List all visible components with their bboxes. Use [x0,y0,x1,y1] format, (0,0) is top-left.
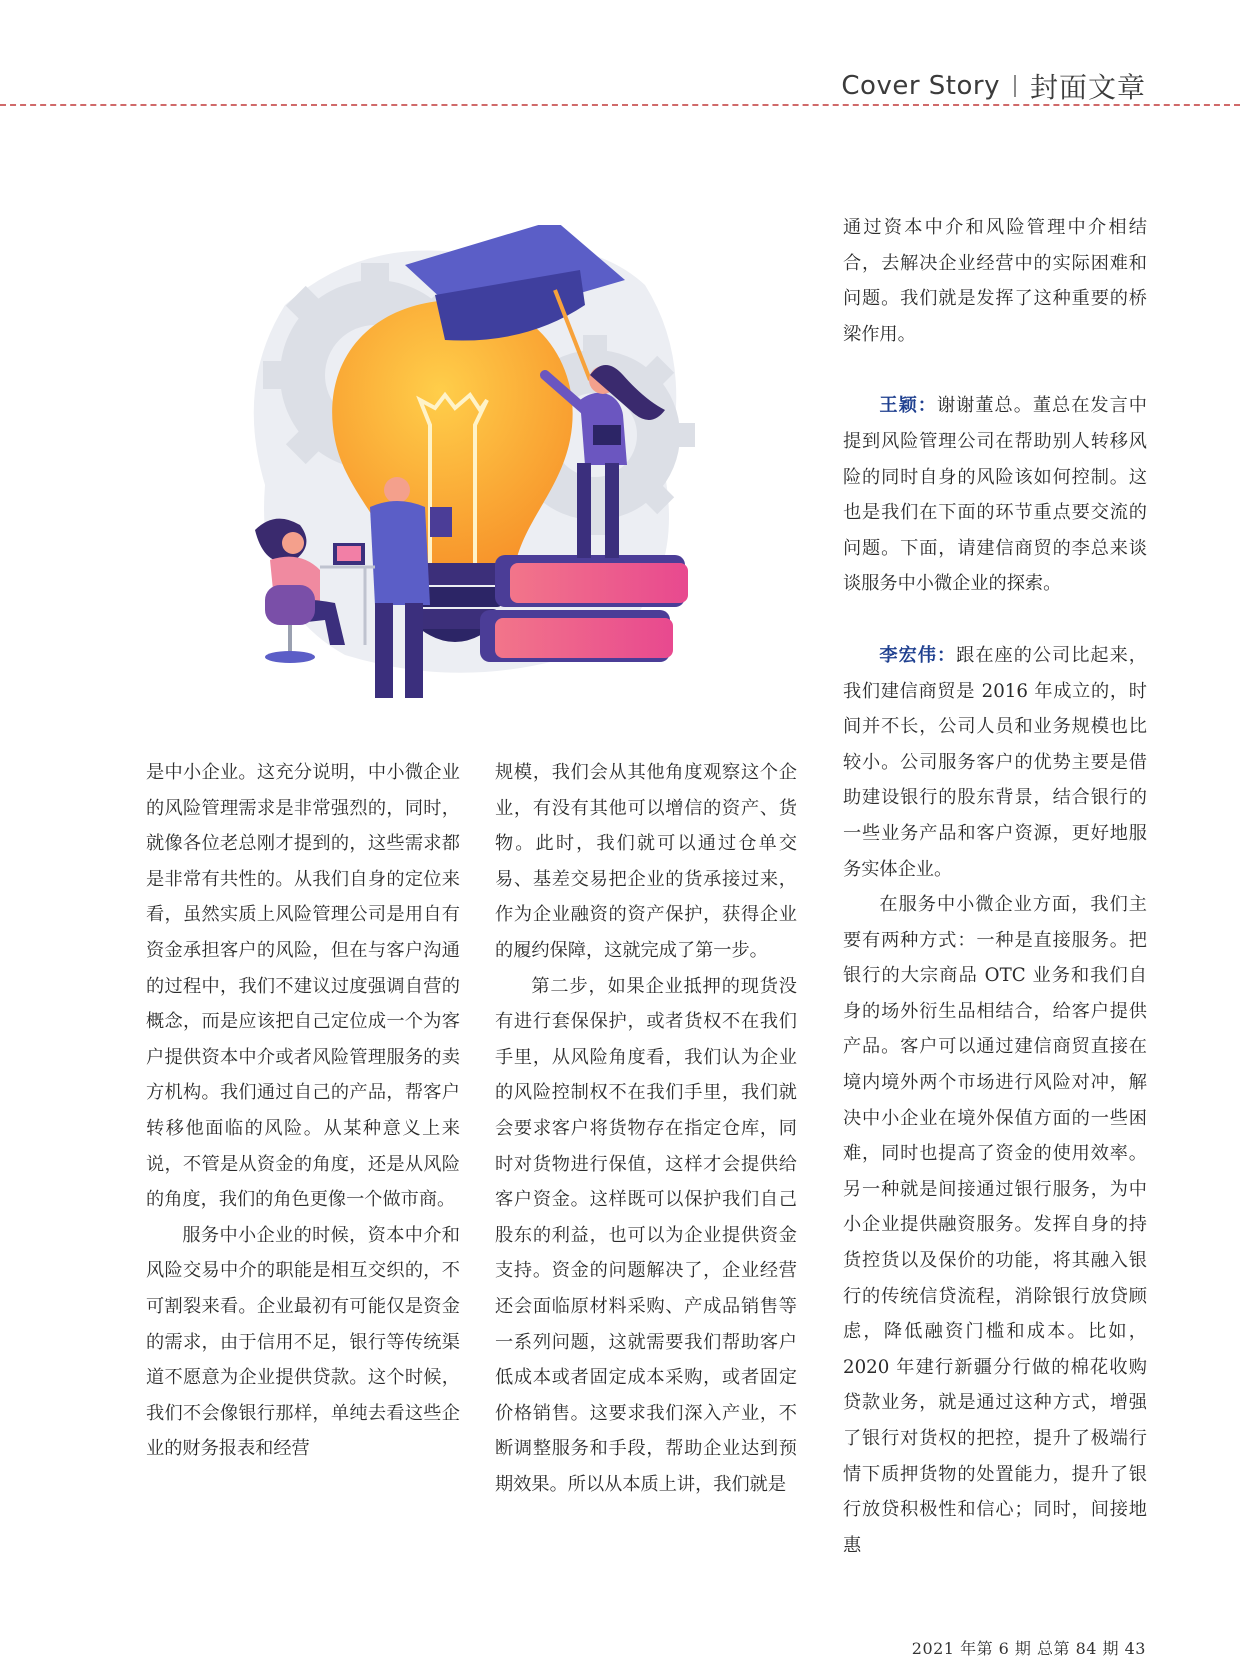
paragraph: 规模，我们会从其他角度观察这个企业，有没有其他可以增信的资产、货物。此时，我们就可以通过仓单交易、基差交易把企业的货承接过来，作为企业融资的资产保护，获得企业的履约保障，这就完成了第一步。 [495,762,797,961]
paragraph: 是中小企业。这充分说明，中小微企业的风险管理需求是非常强烈的，同时，就像各位老总刚才提到的，这些需求都是非常有共性的。从我们自身的定位来看，虽然实质上风险管理公司是用自有资金承担客户的风险，但在与客户沟通的过程中，我们不建议过度强调自营的概念，而是应该把自己定位成一个为客户提供资本中介或者风险管理服务的卖方机构。我们通过自己的产品，帮客户转移他面临的风险。从某种意义上来说，不管是从资金的角度，还是从风险的角度，我们的角色更像一个做市商。 [146,762,460,1211]
speaker-name: 王颖： [879,395,937,417]
speaker-paragraph-wangying [843,388,1147,602]
speaker-paragraph-lihongwei [843,638,1147,887]
paragraph: 服务中小企业的时候，资本中介和风险交易中介的职能是相互交织的，不可割裂来看。企业最初有可能仅是资金的需求，由于信用不足，银行等传统渠道不愿意为企业提供贷款。这个时候，我们不会像银行那样，单纯去看这些企业的财务报表和经营 [146,1224,460,1460]
speaker-text: 谢谢董总。董总在发言中提到风险管理公司在帮助别人转移风险的同时自身的风险该如何控制。这也是我们在下面的环节重点要交流的问题。下面，请建信商贸的李总来谈谈服务中小微企业的探索。 [843,395,1147,595]
running-header [841,66,1146,106]
header-dashed-rule [0,104,1240,106]
speaker-name: 李宏伟： [879,644,957,666]
paragraph: 第二步，如果企业抵押的现货没有进行套保保护，或者货权不在我们手里，从风险角度看，我们认为企业的风险控制权不在我们手里，我们就会要求客户将货物存在指定仓库，同时对货物进行保值，这样才会提供给客户资金。这样既可以保护我们自己股东的利益，也可以为企业提供资金支持。资金的问题解决了，企业经营还会面临原材料采购、产成品销售等一系列问题，这就需要我们帮助客户低成本或者固定成本采购，或者固定价格销售。这要求我们深入产业，不断调整服务和手段，帮助企业达到预期效果。所以从本质上讲，我们就是 [495,975,797,1495]
page-footer: 2021 年第 6 期 总第 84 期 43 [911,1639,1146,1658]
lightbulb-teamwork-illustration [225,225,755,725]
header-section-cn: 封面文章 [1029,71,1146,104]
paragraph: 在服务中小微企业方面，我们主要有两种方式：一种是直接服务。把银行的大宗商品 OTC 业务和我们自身的场外衍生品相结合，给客户提供产品。客户可以通过建信商贸直接在境内境外两个市场进行风险对冲，解决中小企业在境外保值方面的一些困难，同时也提高了资金的使用效率。另一种就是间接通过银行服务，为中小企业提供融资服务。发挥自身的持货控货以及保价的功能，将其融入银行的传统信贷流程，消除银行放贷顾虑，降低融资门槛和成本。比如，2020 年建行新疆分行做的棉花收购贷款业务，就是通过这种方式，增强了银行对货权的把控，提升了极端行情下质押货物的处置能力，提升了银行放贷积极性和信心；同时，间接地惠 [843,894,1147,1556]
speaker-text: 跟在座的公司比起来，我们建信商贸是 2016 年成立的，时间并不长，公司人员和业务规模也比较小。公司服务客户的优势主要是借助建设银行的股东背景，结合银行的一些业务产品和客户资源，更好地服务实体企业。 [843,644,1147,880]
text-column-1 [146,755,460,1467]
header-divider [1014,75,1016,97]
text-column-3 [843,210,1147,1563]
text-column-2 [495,755,797,1502]
header-section-en: Cover Story [841,71,1000,101]
paragraph: 通过资本中介和风险管理中介相结合，去解决企业经营中的实际困难和问题。我们就是发挥了这种重要的桥梁作用。 [843,217,1147,345]
